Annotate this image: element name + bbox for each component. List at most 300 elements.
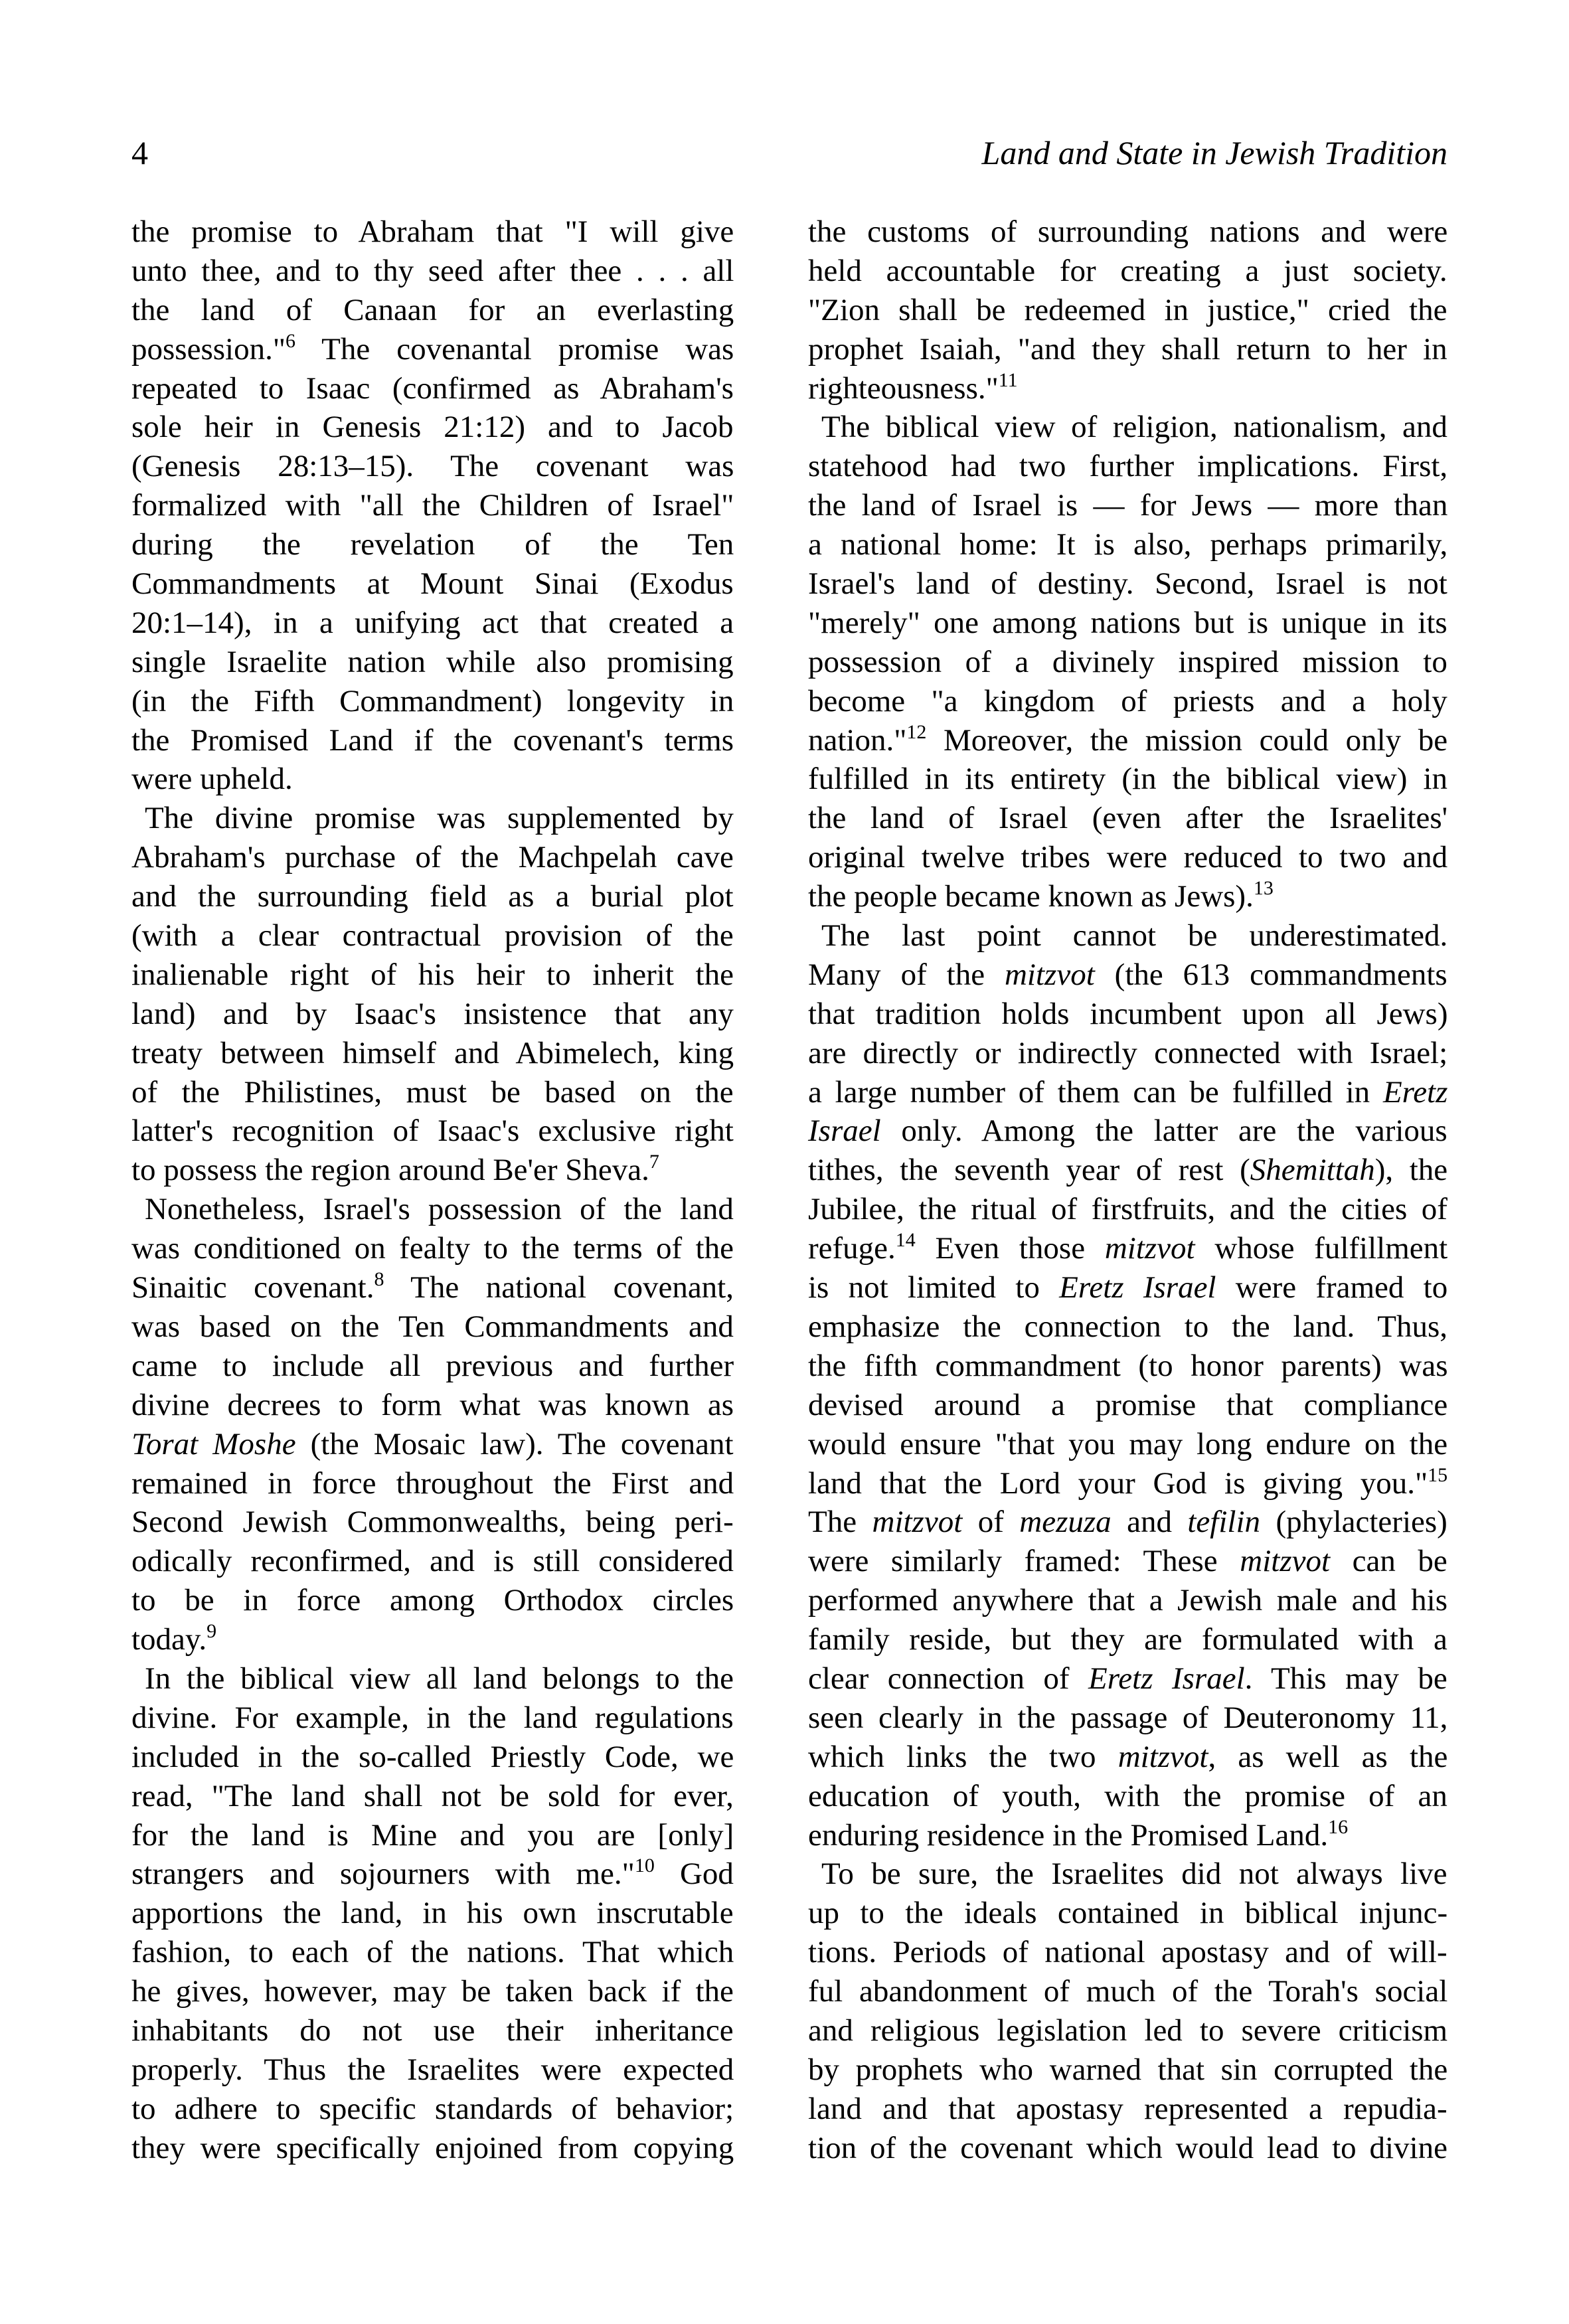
text-line bbox=[808, 604, 1447, 643]
italic-term: Eretz Israel bbox=[1059, 1270, 1216, 1305]
text-run: fulfilled in its entirety (in the biblical view) in bbox=[808, 762, 1448, 797]
footnote-reference: 10 bbox=[634, 1855, 655, 1877]
text-line bbox=[131, 1777, 734, 1816]
text-run: during the revelation of the Ten bbox=[131, 527, 734, 562]
text-run: the land of Israel (even after the Israelites' bbox=[808, 801, 1448, 836]
line-text bbox=[808, 252, 1447, 291]
text-run: of the Philistines, must be based on the bbox=[131, 1074, 734, 1110]
text-run: Second Jewish Commonwealths, being peri- bbox=[131, 1505, 734, 1540]
text-run: only. Among the latter are the various bbox=[880, 1114, 1447, 1149]
text-run: (the Mosaic law). The covenant bbox=[295, 1426, 734, 1461]
line-text bbox=[131, 525, 734, 564]
text-run: is not limited to bbox=[808, 1270, 1060, 1305]
text-line bbox=[131, 1034, 734, 1073]
text-run: fashion, to each of the nations. That which bbox=[131, 1935, 734, 1970]
text-line bbox=[808, 2050, 1447, 2090]
text-run: In the biblical view all land belongs to the bbox=[145, 1661, 734, 1696]
line-text bbox=[131, 447, 734, 486]
text-run: become "a kingdom of priests and a holy bbox=[808, 683, 1447, 718]
line-text bbox=[808, 682, 1447, 721]
line-text bbox=[808, 1229, 1447, 1268]
text-run: nation." bbox=[808, 722, 907, 758]
line-text bbox=[808, 330, 1447, 369]
text-run: (Genesis 28:13–15). The covenant was bbox=[131, 449, 734, 484]
text-line bbox=[131, 1894, 734, 1933]
line-text bbox=[808, 1699, 1447, 1738]
italic-term: mitzvot bbox=[872, 1505, 963, 1540]
line-text bbox=[131, 1542, 734, 1581]
text-run: to be in force among Orthodox circles bbox=[131, 1583, 734, 1618]
line-text bbox=[131, 604, 734, 643]
text-line bbox=[131, 525, 734, 564]
text-run: Jubilee, the ritual of firstfruits, and the cities of bbox=[808, 1192, 1447, 1227]
text-run: and religious legislation led to severe criticism bbox=[808, 2013, 1448, 2048]
text-run: and bbox=[1111, 1505, 1188, 1540]
text-run: 20:1–14), in a unifying act that created a bbox=[131, 605, 734, 640]
text-run: divine decrees to form what was known as bbox=[131, 1387, 734, 1422]
text-line bbox=[131, 1229, 734, 1268]
text-line bbox=[808, 1190, 1447, 1229]
italic-term: Israel bbox=[808, 1114, 881, 1149]
text-line bbox=[131, 1347, 734, 1386]
text-run: devised around a promise that compliance bbox=[808, 1387, 1448, 1422]
text-run: treaty between himself and Abimelech, king bbox=[131, 1035, 734, 1070]
line-text bbox=[145, 799, 734, 838]
text-run: properly. Thus the Israelites were expected bbox=[131, 2052, 734, 2087]
line-text bbox=[131, 486, 734, 525]
text-line bbox=[131, 1425, 734, 1464]
text-run: he gives, however, may be taken back if the bbox=[131, 1974, 734, 2009]
line-text bbox=[131, 252, 734, 291]
line-text bbox=[131, 916, 734, 955]
footnote-reference: 15 bbox=[1428, 1463, 1448, 1486]
line-text bbox=[808, 2011, 1447, 2050]
line-text bbox=[131, 330, 734, 369]
text-line bbox=[131, 995, 734, 1034]
text-run: Moreover, the mission could only be bbox=[926, 722, 1448, 758]
text-run: Israel's land of destiny. Second, Israel is not bbox=[808, 566, 1447, 602]
text-line bbox=[131, 1073, 734, 1112]
text-run: were upheld. bbox=[131, 762, 293, 797]
text-run: odically reconfirmed, and is still considered bbox=[131, 1544, 734, 1579]
text-run: they were specifically enjoined from copying bbox=[131, 2130, 734, 2165]
line-text bbox=[131, 1816, 734, 1855]
text-run: of bbox=[962, 1505, 1020, 1540]
text-line bbox=[131, 1464, 734, 1503]
line-text bbox=[131, 1386, 734, 1425]
line-text bbox=[808, 2050, 1447, 2090]
text-line bbox=[131, 1699, 734, 1738]
text-run: for the land is Mine and you are [only] bbox=[131, 1817, 734, 1853]
line-text bbox=[808, 1112, 1447, 1151]
text-line bbox=[131, 682, 734, 721]
footnote-reference: 16 bbox=[1328, 1815, 1349, 1838]
line-text bbox=[145, 1190, 734, 1229]
text-run: land that the Lord your God is giving you." bbox=[808, 1465, 1428, 1501]
text-line bbox=[131, 1268, 734, 1307]
text-run: a national home: It is also, perhaps primarily, bbox=[808, 527, 1448, 562]
text-line bbox=[808, 682, 1447, 721]
text-run: would ensure "that you may long endure on the bbox=[808, 1426, 1448, 1461]
line-text bbox=[808, 1464, 1447, 1503]
text-line bbox=[808, 447, 1447, 486]
paragraph-first-line bbox=[131, 1190, 734, 1229]
text-line bbox=[808, 1659, 1447, 1699]
line-text bbox=[131, 1151, 659, 1190]
line-text bbox=[808, 525, 1447, 564]
text-run: today. bbox=[131, 1622, 207, 1657]
line-text bbox=[808, 955, 1447, 995]
line-text bbox=[808, 1190, 1447, 1229]
text-column-left bbox=[131, 212, 734, 2168]
text-line bbox=[808, 525, 1447, 564]
text-run: ), the bbox=[1374, 1153, 1448, 1188]
text-run: Even those bbox=[915, 1231, 1105, 1266]
text-run: Abraham's purchase of the Machpelah cave bbox=[131, 840, 734, 875]
text-run: emphasize the connection to the land. Thus, bbox=[808, 1309, 1448, 1344]
text-run: Commandments at Mount Sinai (Exodus bbox=[131, 566, 734, 602]
paragraph-first-line bbox=[808, 1855, 1447, 1894]
paragraph-first-line bbox=[808, 916, 1447, 955]
line-text bbox=[808, 1894, 1447, 1933]
line-text bbox=[131, 408, 734, 447]
text-line bbox=[808, 799, 1447, 838]
text-run: included in the so-called Priestly Code, we bbox=[131, 1739, 734, 1774]
text-run: inhabitants do not use their inheritance bbox=[131, 2013, 734, 2048]
line-text bbox=[131, 995, 734, 1034]
text-run: unto thee, and to thy seed after thee . . . all bbox=[131, 253, 734, 288]
line-text bbox=[808, 1034, 1447, 1073]
text-run: God bbox=[654, 1857, 734, 1892]
text-run: (the 613 commandments bbox=[1094, 957, 1447, 992]
text-run: seen clearly in the passage of Deuteronomy 11, bbox=[808, 1700, 1448, 1735]
italic-term: tefilin bbox=[1187, 1505, 1261, 1540]
text-run: that tradition holds incumbent upon all Jews) bbox=[808, 996, 1448, 1031]
text-line bbox=[808, 1503, 1447, 1542]
line-text bbox=[131, 291, 734, 330]
text-run: single Israelite nation while also promising bbox=[131, 644, 734, 679]
line-text bbox=[131, 760, 293, 799]
text-line bbox=[131, 447, 734, 486]
text-run: the promise to Abraham that "I will give bbox=[131, 214, 734, 249]
text-run: (with a clear contractual provision of the bbox=[131, 918, 734, 954]
text-line bbox=[131, 955, 734, 995]
text-line bbox=[131, 1816, 734, 1855]
italic-term: mitzvot bbox=[1117, 1739, 1208, 1774]
text-run: a large number of them can be fulfilled in bbox=[808, 1074, 1383, 1110]
text-run: performed anywhere that a Jewish male and his bbox=[808, 1583, 1447, 1618]
line-text bbox=[131, 721, 734, 760]
text-run: To be sure, the Israelites did not always live bbox=[821, 1857, 1447, 1892]
text-line bbox=[808, 1738, 1447, 1777]
text-run: statehood had two further implications. First, bbox=[808, 449, 1448, 484]
text-line bbox=[131, 2090, 734, 2129]
text-line bbox=[131, 369, 734, 408]
line-text bbox=[131, 1620, 216, 1659]
text-run: "Zion shall be redeemed in justice," cried the bbox=[808, 292, 1447, 327]
text-line bbox=[808, 1894, 1447, 1933]
line-text bbox=[808, 369, 1018, 408]
line-text bbox=[131, 1347, 734, 1386]
text-run: up to the ideals contained in biblical injunc- bbox=[808, 1896, 1448, 1931]
text-line bbox=[131, 2050, 734, 2090]
text-line bbox=[131, 1307, 734, 1347]
text-line bbox=[131, 486, 734, 525]
text-line bbox=[131, 212, 734, 252]
text-line bbox=[808, 1620, 1447, 1659]
text-run: the land of Israel is — for Jews — more than bbox=[808, 488, 1448, 523]
text-run: The divine promise was supplemented by bbox=[145, 801, 734, 836]
text-run: which links the two bbox=[808, 1739, 1118, 1774]
text-line bbox=[808, 877, 1447, 916]
line-text bbox=[808, 838, 1447, 877]
italic-term: mitzvot bbox=[1004, 957, 1095, 992]
text-line bbox=[808, 486, 1447, 525]
line-text bbox=[808, 1347, 1447, 1386]
line-text bbox=[808, 1425, 1447, 1464]
line-text bbox=[808, 760, 1447, 799]
text-line bbox=[131, 1542, 734, 1581]
paragraph-first-line bbox=[131, 1659, 734, 1699]
line-text bbox=[808, 2129, 1447, 2168]
text-line bbox=[131, 838, 734, 877]
text-run: . This may be bbox=[1244, 1661, 1447, 1696]
text-run: the customs of surrounding nations and were bbox=[808, 214, 1448, 249]
line-text bbox=[131, 1073, 734, 1112]
line-text bbox=[808, 1777, 1447, 1816]
italic-term: Eretz bbox=[1382, 1074, 1448, 1110]
text-run: apportions the land, in his own inscrutable bbox=[131, 1896, 734, 1931]
text-line bbox=[131, 1581, 734, 1620]
text-run: and the surrounding field as a burial plot bbox=[131, 879, 734, 914]
text-line bbox=[131, 721, 734, 760]
text-line bbox=[808, 955, 1447, 995]
line-text bbox=[808, 1972, 1447, 2011]
line-text bbox=[131, 1777, 734, 1816]
line-text bbox=[821, 408, 1447, 447]
text-run: tions. Periods of national apostasy and of will- bbox=[808, 1935, 1447, 1970]
text-run: formalized with "all the Children of Israel" bbox=[131, 488, 734, 523]
line-text bbox=[808, 604, 1447, 643]
text-line bbox=[808, 291, 1447, 330]
text-line bbox=[131, 760, 734, 799]
text-line bbox=[131, 564, 734, 604]
line-text bbox=[131, 1229, 734, 1268]
text-run: land) and by Isaac's insistence that any bbox=[131, 996, 734, 1031]
text-line bbox=[131, 2011, 734, 2050]
footnote-reference: 14 bbox=[895, 1229, 916, 1252]
line-text bbox=[808, 643, 1447, 682]
text-line bbox=[131, 291, 734, 330]
text-line bbox=[131, 643, 734, 682]
text-line bbox=[131, 1112, 734, 1151]
text-line bbox=[131, 604, 734, 643]
text-line bbox=[808, 1151, 1447, 1190]
text-run: prophet Isaiah, "and they shall return to her in bbox=[808, 331, 1447, 367]
text-run: can be bbox=[1330, 1544, 1447, 1579]
text-run: possession." bbox=[131, 331, 286, 367]
text-line bbox=[808, 1777, 1447, 1816]
text-run: original twelve tribes were reduced to two and bbox=[808, 840, 1448, 875]
text-line bbox=[808, 330, 1447, 369]
line-text bbox=[808, 212, 1447, 252]
text-line bbox=[131, 1855, 734, 1894]
text-run: education of youth, with the promise of an bbox=[808, 1778, 1447, 1813]
text-line bbox=[808, 1112, 1447, 1151]
text-run: (phylacteries) bbox=[1260, 1505, 1447, 1540]
text-line bbox=[131, 1972, 734, 2011]
line-text bbox=[808, 1816, 1348, 1855]
text-run: divine. For example, in the land regulations bbox=[131, 1700, 734, 1735]
line-text bbox=[808, 1933, 1447, 1972]
line-text bbox=[808, 1542, 1447, 1581]
line-text bbox=[808, 1268, 1447, 1307]
text-run: The national covenant, bbox=[384, 1270, 734, 1305]
line-text bbox=[131, 838, 734, 877]
line-text bbox=[808, 1581, 1447, 1620]
line-text bbox=[808, 1307, 1447, 1347]
text-run: came to include all previous and further bbox=[131, 1348, 734, 1383]
line-text bbox=[131, 2129, 734, 2168]
line-text bbox=[131, 1855, 734, 1894]
line-text bbox=[808, 2090, 1447, 2129]
line-text bbox=[131, 1464, 734, 1503]
line-text bbox=[131, 1425, 734, 1464]
running-title: Land and State in Jewish Tradition bbox=[981, 134, 1447, 171]
text-column-right bbox=[808, 212, 1447, 2168]
text-run: The bbox=[808, 1505, 872, 1540]
line-text bbox=[145, 1659, 734, 1699]
text-run: sole heir in Genesis 21:12) and to Jacob bbox=[131, 410, 734, 445]
line-text bbox=[131, 369, 734, 408]
line-text bbox=[808, 291, 1447, 330]
text-line bbox=[131, 1503, 734, 1542]
line-text bbox=[131, 877, 734, 916]
line-text bbox=[131, 1699, 734, 1738]
text-run: repeated to Isaac (confirmed as Abraham's bbox=[131, 371, 734, 406]
line-text bbox=[131, 643, 734, 682]
line-text bbox=[131, 1972, 734, 2011]
text-run: tithes, the seventh year of rest ( bbox=[808, 1153, 1250, 1188]
italic-term: Torat Moshe bbox=[131, 1426, 296, 1461]
text-line bbox=[131, 1386, 734, 1425]
text-line bbox=[131, 330, 734, 369]
text-line bbox=[808, 995, 1447, 1034]
line-text bbox=[131, 1738, 734, 1777]
text-line bbox=[808, 1034, 1447, 1073]
italic-term: mezuza bbox=[1019, 1505, 1112, 1540]
text-line bbox=[131, 916, 734, 955]
line-text bbox=[808, 1073, 1447, 1112]
text-run: the land of Canaan for an everlasting bbox=[131, 292, 734, 327]
text-run: righteousness." bbox=[808, 371, 999, 406]
line-text bbox=[808, 447, 1447, 486]
text-line bbox=[131, 1151, 734, 1190]
text-line bbox=[808, 760, 1447, 799]
footnote-reference: 7 bbox=[649, 1151, 659, 1173]
line-text bbox=[808, 1151, 1447, 1190]
paragraph-first-line bbox=[808, 408, 1447, 447]
text-line bbox=[131, 877, 734, 916]
text-run: was conditioned on fealty to the terms of the bbox=[131, 1231, 734, 1266]
line-text bbox=[131, 682, 734, 721]
text-run: was based on the Ten Commandments and bbox=[131, 1309, 734, 1344]
line-text bbox=[808, 1738, 1447, 1777]
text-line bbox=[808, 369, 1447, 408]
text-line bbox=[131, 1620, 734, 1659]
line-text bbox=[808, 486, 1447, 525]
text-run: , as well as the bbox=[1208, 1739, 1448, 1774]
text-line bbox=[808, 252, 1447, 291]
text-run: (in the Fifth Commandment) longevity in bbox=[131, 683, 734, 718]
text-line bbox=[808, 1268, 1447, 1307]
footnote-reference: 13 bbox=[1253, 877, 1274, 900]
text-run: ful abandonment of much of the Torah's social bbox=[808, 1974, 1448, 2009]
text-line bbox=[808, 1229, 1447, 1268]
text-line bbox=[808, 643, 1447, 682]
text-run: possession of a divinely inspired mission to bbox=[808, 644, 1447, 679]
text-run: the fifth commandment (to honor parents) was bbox=[808, 1348, 1448, 1383]
text-run: to possess the region around Be'er Sheva. bbox=[131, 1153, 649, 1188]
text-line bbox=[808, 2090, 1447, 2129]
text-line bbox=[808, 1073, 1447, 1112]
text-run: were similarly framed: These bbox=[808, 1544, 1240, 1579]
text-line bbox=[808, 1816, 1447, 1855]
italic-term: mitzvot bbox=[1104, 1231, 1195, 1266]
text-line bbox=[808, 1542, 1447, 1581]
text-line bbox=[808, 1347, 1447, 1386]
text-run: The covenantal promise was bbox=[295, 331, 734, 367]
text-line bbox=[808, 1581, 1447, 1620]
text-line bbox=[808, 1307, 1447, 1347]
text-line bbox=[808, 1972, 1447, 2011]
line-text bbox=[808, 1386, 1447, 1425]
text-run: are directly or indirectly connected with Israel; bbox=[808, 1035, 1448, 1070]
footnote-reference: 11 bbox=[998, 369, 1018, 391]
line-text bbox=[808, 1503, 1447, 1542]
footnote-reference: 9 bbox=[206, 1620, 217, 1643]
paragraph-first-line bbox=[131, 799, 734, 838]
text-run: latter's recognition of Isaac's exclusive right bbox=[131, 1114, 734, 1149]
text-run: The biblical view of religion, nationalism, and bbox=[821, 410, 1447, 445]
text-run: inalienable right of his heir to inherit the bbox=[131, 957, 734, 992]
line-text bbox=[131, 212, 734, 252]
text-run: Sinaitic covenant. bbox=[131, 1270, 374, 1305]
text-run: whose fulfillment bbox=[1195, 1231, 1448, 1266]
text-run: Nonetheless, Israel's possession of the land bbox=[145, 1192, 734, 1227]
line-text bbox=[821, 916, 1447, 955]
text-run: land and that apostasy represented a repudia- bbox=[808, 2091, 1447, 2126]
text-run: read, "The land shall not be sold for ever, bbox=[131, 1778, 734, 1813]
text-line bbox=[808, 564, 1447, 604]
italic-term: Eretz Israel bbox=[1088, 1661, 1245, 1696]
text-run: clear connection of bbox=[808, 1661, 1089, 1696]
text-line bbox=[808, 721, 1447, 760]
line-text bbox=[131, 2011, 734, 2050]
italic-term: mitzvot bbox=[1240, 1544, 1331, 1579]
text-run: held accountable for creating a just society. bbox=[808, 253, 1447, 288]
line-text bbox=[131, 1307, 734, 1347]
line-text bbox=[131, 2050, 734, 2090]
text-line bbox=[131, 2129, 734, 2168]
text-run: The last point cannot be underestimated. bbox=[821, 918, 1448, 954]
text-line bbox=[808, 838, 1447, 877]
line-text bbox=[808, 799, 1447, 838]
line-text bbox=[131, 1268, 734, 1307]
text-run: remained in force throughout the First and bbox=[131, 1465, 734, 1501]
line-text bbox=[131, 564, 734, 604]
footnote-reference: 6 bbox=[286, 329, 296, 352]
